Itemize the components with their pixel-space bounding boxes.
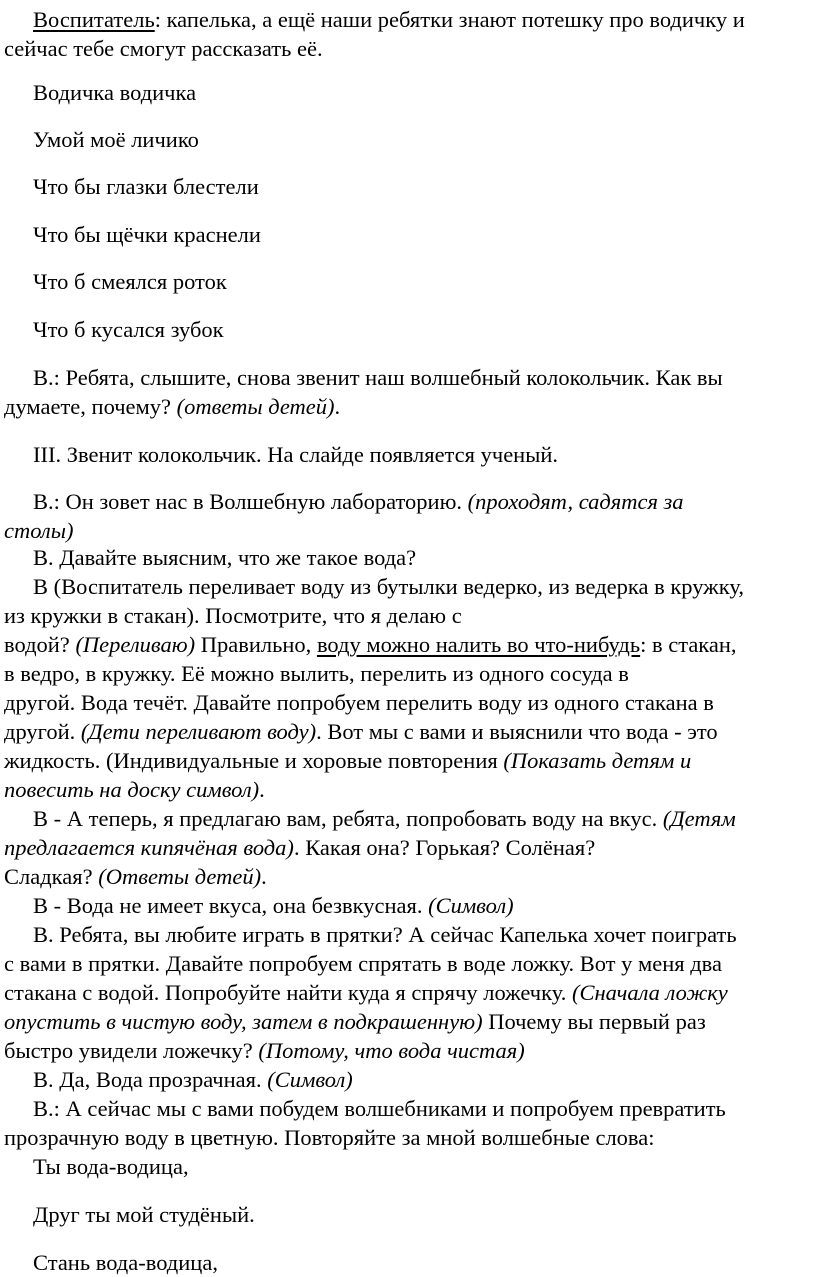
paragraph-line: В.: Он зовет нас в Волшебную лабораторию. (проходят, садятся за xyxy=(33,489,684,514)
poem-line: Водичка водичка xyxy=(33,80,197,105)
paragraph-line: прозрачную воду в цветную. Повторяйте за мной волшебные слова: xyxy=(4,1125,655,1150)
paragraph-line: предлагается кипячёная вода). Какая она? Горькая? Солёная? xyxy=(4,835,596,860)
paragraph-line: В. Да, Вода прозрачная. (Символ) xyxy=(33,1067,353,1092)
paragraph-line: другой. Вода течёт. Давайте попробуем перелить воду из одного стакана в xyxy=(4,690,714,715)
paragraph-line: В.: Ребята, слышите, снова звенит наш волшебный колокольчик. Как вы xyxy=(33,365,723,390)
paragraph-line: В - Вода не имеет вкуса, она безвкусная. (Символ) xyxy=(33,893,514,918)
poem-line: Что б смеялся роток xyxy=(33,269,227,294)
intro-line-1: Воспитатель: капелька, а ещё наши ребятки знают потешку про водичку и xyxy=(33,7,745,32)
intro-line-2: сейчас тебе смогут рассказать её. xyxy=(4,36,323,61)
paragraph-line: В.: А сейчас мы с вами побудем волшебниками и попробуем превратить xyxy=(33,1096,726,1121)
paragraph-line: В - А теперь, я предлагаю вам, ребята, попробовать воду на вкус. (Детям xyxy=(33,806,736,831)
paragraph-line: повесить на доску символ). xyxy=(4,777,265,802)
poem-line: Что бы щёчки краснели xyxy=(33,222,261,247)
paragraph-line: В. Ребята, вы любите играть в прятки? А сейчас Капелька хочет поиграть xyxy=(33,922,737,947)
paragraph-line: Сладкая? (Ответы детей). xyxy=(4,864,267,889)
paragraph-line: жидкость. (Индивидуальные и хоровые повторения (Показать детям и xyxy=(4,748,692,773)
poem-line: Умой моё личико xyxy=(33,127,199,152)
poem-line: Друг ты мой студёный. xyxy=(33,1202,255,1227)
stage-heading: III. Звенит колокольчик. На слайде появляется ученый. xyxy=(33,442,559,467)
paragraph-line: В. Давайте выясним, что же такое вода? xyxy=(33,545,417,570)
paragraph-line: быстро увидели ложечку? (Потому, что вода чистая) xyxy=(4,1038,525,1063)
paragraph-line: водой? (Переливаю) Правильно, воду можно налить во что-нибудь: в стакан, xyxy=(4,632,737,657)
paragraph-line: В (Воспитатель переливает воду из бутылки ведерко, из ведерка в кружку, xyxy=(33,574,744,599)
paragraph-line: с вами в прятки. Давайте попробуем спрятать в воде ложку. Вот у меня два xyxy=(4,951,722,976)
paragraph-line: думаете, почему? (ответы детей). xyxy=(4,394,341,419)
paragraph-line: из кружки в стакан). Посмотрите, что я делаю с xyxy=(4,603,462,628)
poem-line: Что бы глазки блестели xyxy=(33,174,259,199)
poem-line: Что б кусался зубок xyxy=(33,317,224,342)
paragraph-line: стакана с водой. Попробуйте найти куда я спрячу ложечку. (Сначала ложку xyxy=(4,980,728,1005)
paragraph-line: в ведро, в кружку. Её можно вылить, перелить из одного сосуда в xyxy=(4,661,629,686)
speaker-label: Воспитатель xyxy=(33,7,155,32)
paragraph-line: опустить в чистую воду, затем в подкрашенную) Почему вы первый раз xyxy=(4,1009,706,1034)
poem-line: Ты вода-водица, xyxy=(33,1154,189,1179)
paragraph-line: другой. (Дети переливают воду). Вот мы с вами и выяснили что вода - это xyxy=(4,719,718,744)
paragraph-line: столы) xyxy=(4,518,74,543)
poem-line: Стань вода-водица, xyxy=(33,1250,218,1275)
